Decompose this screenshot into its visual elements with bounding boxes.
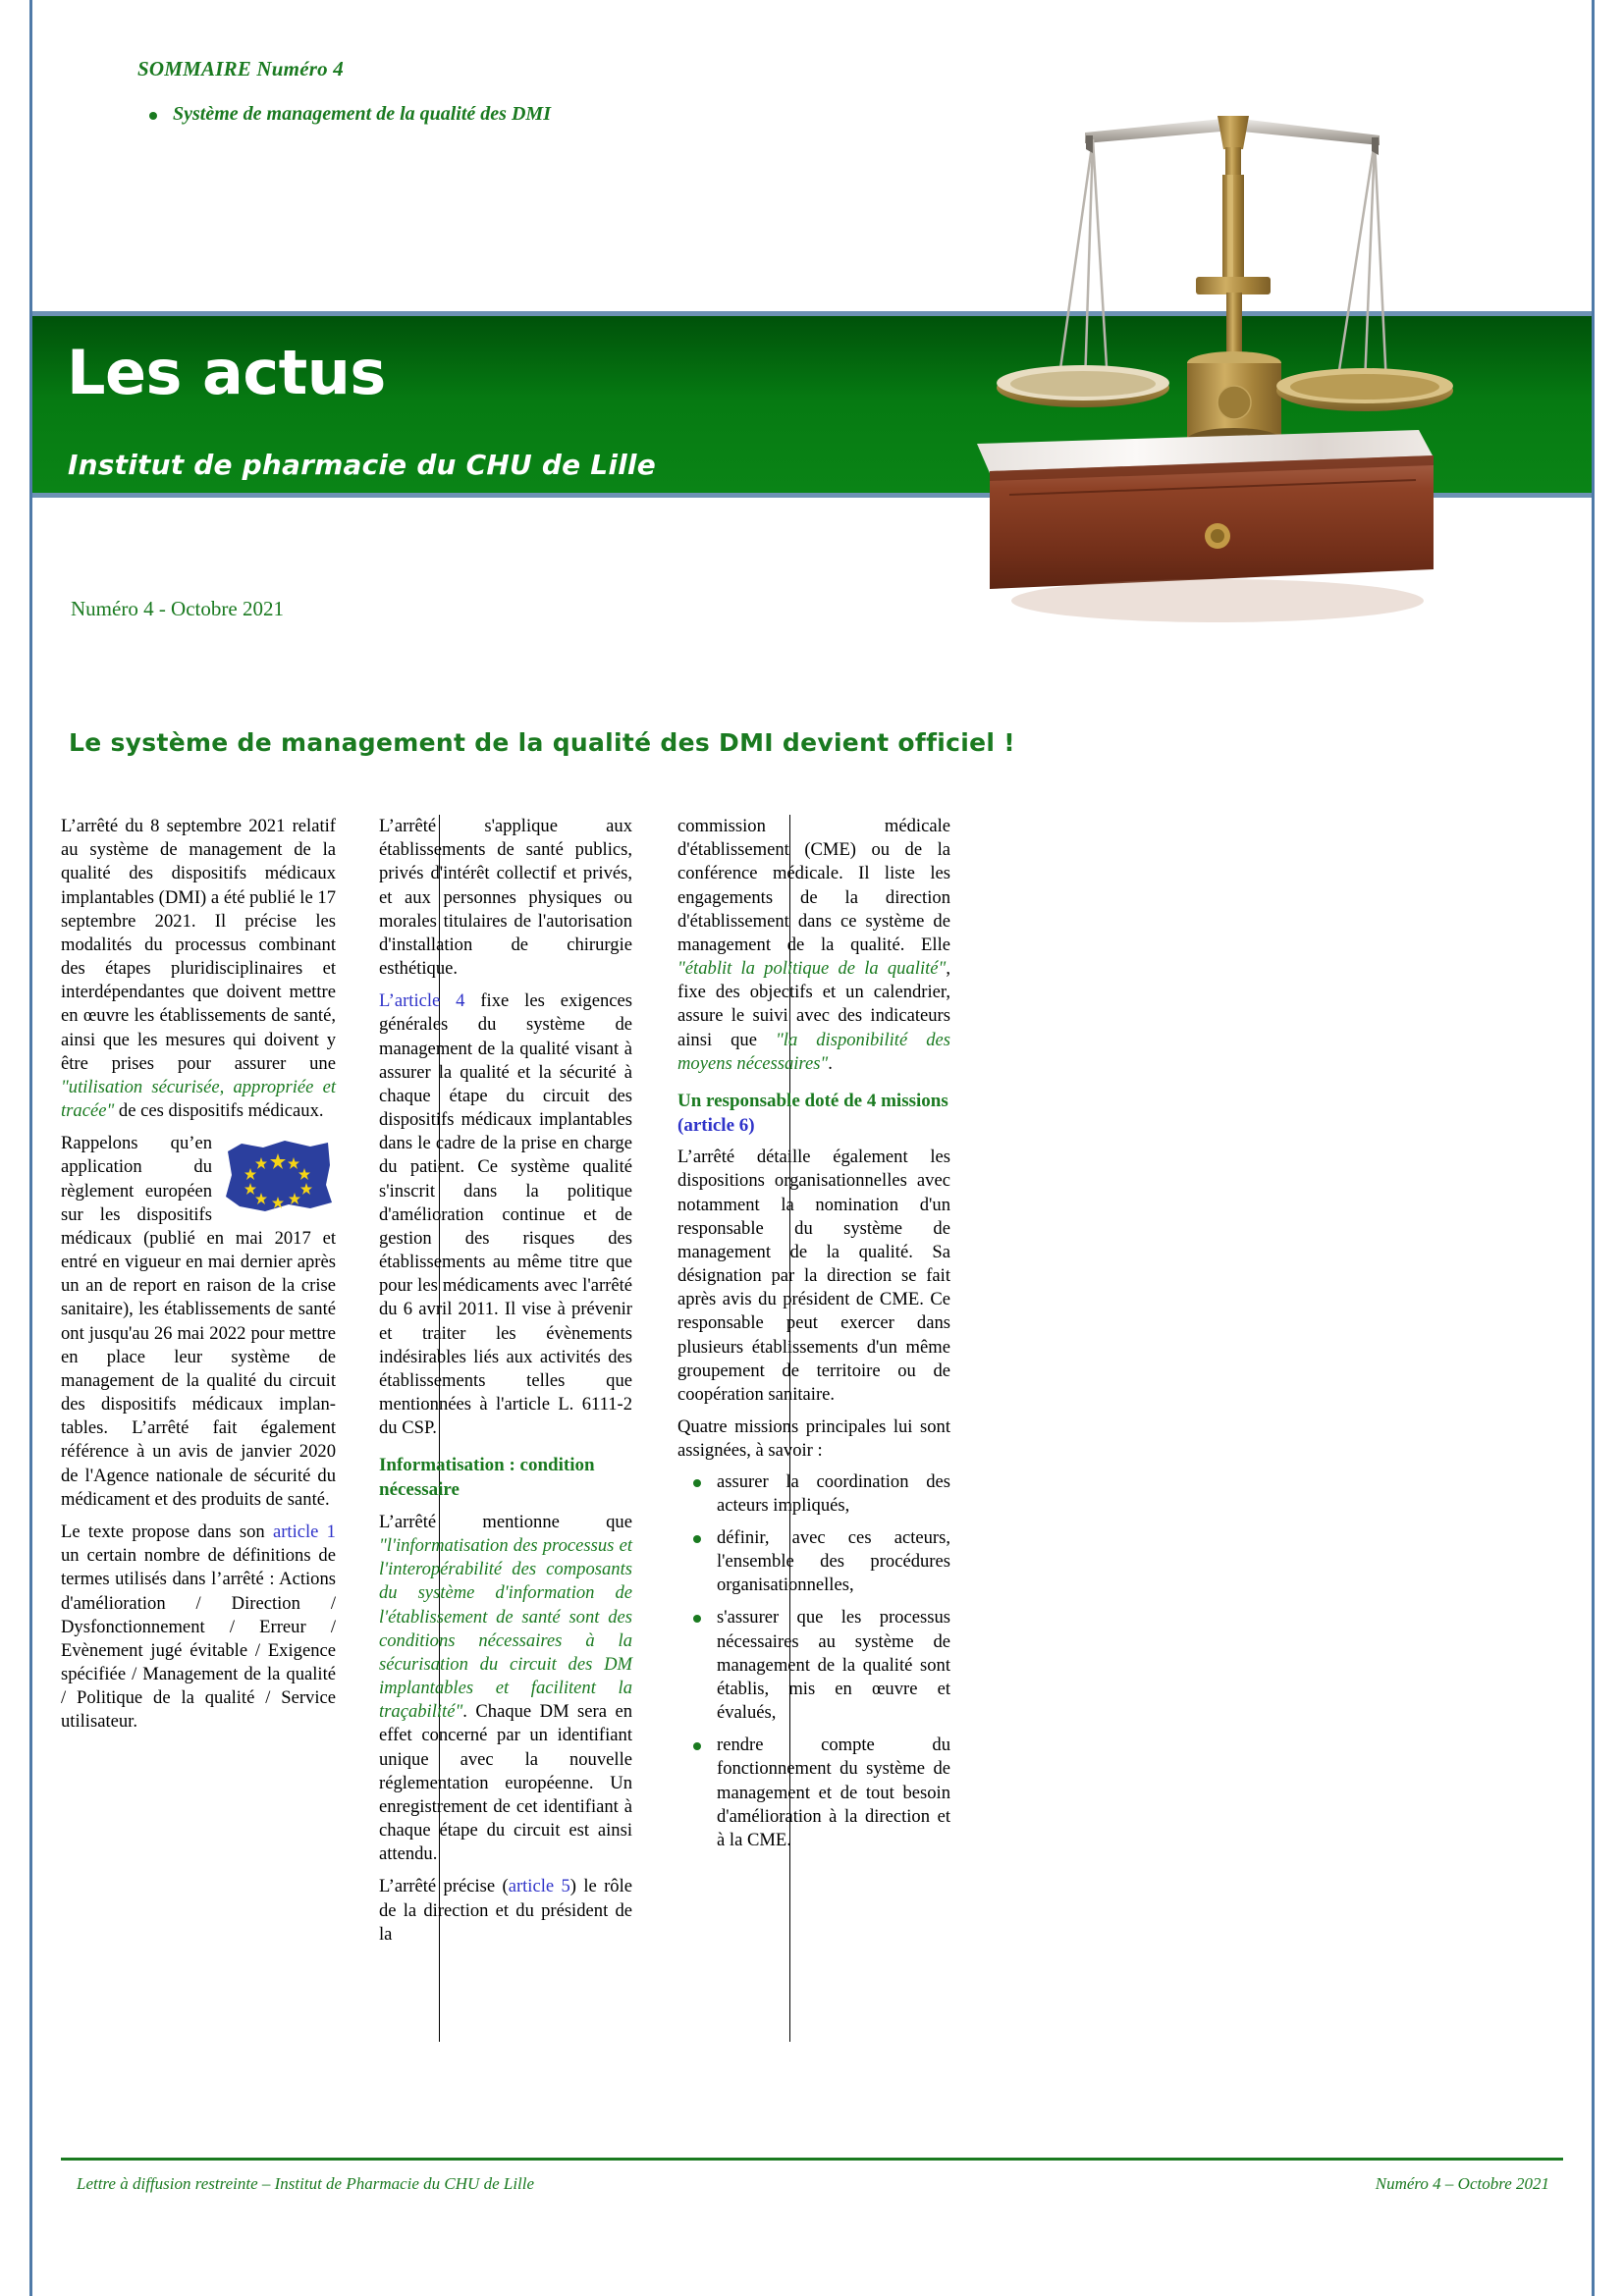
article-headline: Le système de management de la qualité des DMI devient officiel ! <box>69 728 1015 757</box>
european-union-flag-icon <box>220 1136 336 1216</box>
summary-list <box>137 103 825 126</box>
c2-p2-text: fixe les exigences générales du système de management de la qualité visant à assurer la qualité et la sécurité à chaque étape du circuit des dispositifs médicaux implantables dans le cadre de la prise en charge du patient. Ce système qualité s'inscrit dans la politique d'amélioration continue et de gestion des risques des établissements au même titre que pour les médicaments avec l'arrêté du 6 avril 2011. Il vise à prévenir et traiter les évènements indésirables liés aux activités des établissements telles que mentionnées à l'article L. 6111-2 du CSP. <box>379 990 632 1439</box>
c1-p1-text-b: de ces dispositifs médicaux. <box>114 1100 324 1122</box>
footer-right-text: Numéro 4 – Octobre 2021 <box>1375 2174 1549 2193</box>
c1-p1-text-a: L’arrêté du 8 septembre 2021 relatif au système de management de la qualité des dispositifs médicaux implantables (DMI) a été publié le 17 septembre 2021. Il précise les modalités du processus combinant des étapes pluridisciplinaires et interdépendantes que doivent mettre en œuvre les établissements de santé, ainsi que les mesures qui doivent y être prises pour assurer une <box>61 816 336 1074</box>
c2-paragraph-1: L’arrêté s'applique aux établissements de santé publics, privés d'intérêt collectif et privés, et aux personnes physiques ou morales titulaires de l'autorisation d'installation de chirurgie esthétique. <box>379 816 632 980</box>
c3-p1-text-c: . <box>828 1052 833 1074</box>
mission-item: définir, avec ces acteurs, l'ensemble des procédures organisationnelles, <box>717 1526 950 1598</box>
issue-line: Numéro 4 - Octobre 2021 <box>71 597 284 620</box>
c3-paragraph-2: L’arrêté détaille également les dispositions organisationnelles avec notamment la nomination d'un responsable du système de management de la qualité. Sa désignation par la direction se fait après avis du président de CME. Ce responsable peut exercer dans plusieurs établissements d'un même groupement de territoire ou de coopération sanitaire. <box>677 1147 950 1405</box>
c3-p1-quote-2: "la disponibilité des moyens nécessaires" <box>677 1029 950 1074</box>
c3-paragraph-3: Quatre missions principales lui sont assignées, à savoir : <box>677 1416 950 1462</box>
c2-p3-quote: "l'informatisation des processus et l'interopérabilité des composants du système d'information de l'établissement de santé sont des conditions nécessaires à la sécurisation du circuit des DM implantables et facilitent la traçabilité" <box>379 1535 632 1723</box>
c2-p4-text-b: ) le rôle de la direction et du président de la <box>379 1876 632 1945</box>
mission-item: s'assurer que les processus nécessaires au système de management de la qualité sont établis, mis en œuvre et évalués, <box>717 1606 950 1725</box>
c2-p4-text-a: L’arrêté précise ( <box>379 1876 509 1897</box>
mission-item: rendre compte du fonctionnement du système de management et de tout besoin d'amélioration à la direction et à la CME. <box>717 1734 950 1852</box>
article-body <box>61 815 1563 2071</box>
masthead-subtitle: Institut de pharmacie du CHU de Lille <box>68 449 656 481</box>
c1-p3-text-a: Le texte propose dans son <box>61 1521 273 1542</box>
body-column-3 <box>654 815 950 2071</box>
c1-article-1-link[interactable]: article 1 <box>272 1521 336 1542</box>
body-column-2 <box>357 815 654 2071</box>
c3-subheading-responsable <box>677 1090 950 1138</box>
summary-title: SOMMAIRE Numéro 4 <box>137 57 344 80</box>
c1-paragraph-1 <box>61 815 336 1123</box>
c1-p3-text-b: un certain nombre de définitions de termes utilisés dans l’arrêté : Actions d'amélioration / Direction / Dysfonctionnement / Erreur / Evènement jugé évitable / Exigence spécifiée / Management de la qualité / Politique de la qualité / Service utilisateur. <box>61 1545 336 1733</box>
c2-paragraph-2 <box>379 989 632 1440</box>
mission-item: assurer la coordination des acteurs impliqués, <box>717 1470 950 1518</box>
c2-subheading-informatisation: Informatisation : condition nécessaire <box>379 1455 595 1501</box>
page-footer <box>61 2174 1563 2194</box>
c2-article-5-link[interactable]: article 5 <box>508 1876 570 1897</box>
c1-paragraph-2 <box>61 1132 336 1512</box>
c2-paragraph-3 <box>379 1511 632 1867</box>
c2-article-4-link[interactable]: L’article 4 <box>379 990 465 1012</box>
c1-paragraph-3 <box>61 1521 336 1735</box>
masthead-title: Les actus <box>67 337 386 408</box>
scales-of-justice-icon <box>884 59 1453 687</box>
footer-left-text: Lettre à diffusion restreinte – Institut de Pharmacie du CHU de Lille <box>77 2174 535 2193</box>
c1-p2-text: Rappelons qu’en application du règlement européen sur les dispositifs médicaux (publié en mai 2017 et entré en vigueur en mai dernier après un an de report en raison de la crise sanitaire), les établissements de santé ont jusqu'au 26 mai 2022 pour mettre en place leur système de management de la qualité du circuit des dispositifs médicaux implan-tables. L’arrêté fait également référence à un avis de janvier 2020 de l'Agence nationale de sécurité du médicament et des produits de santé. <box>61 1133 336 1510</box>
c3-paragraph-1 <box>677 815 950 1076</box>
c3-article-6-link[interactable]: (article 6) <box>677 1114 755 1136</box>
c1-p1-quote: "utilisation sécurisée, appropriée et tracée" <box>61 1076 336 1122</box>
c3-subheading-text: Un responsable doté de 4 missions <box>677 1090 948 1111</box>
c3-p1-text-a: commission médicale d'établissement (CME) ou de la conférence médicale. Il liste les engagements de la direction d'établissement dans ce système de management de la qualité. Elle <box>677 816 950 955</box>
body-column-1 <box>61 815 357 2071</box>
c2-p3-text-a: L’arrêté mentionne que <box>379 1511 632 1532</box>
footer-divider <box>61 2158 1563 2161</box>
c2-paragraph-4 <box>379 1875 632 1947</box>
c3-p1-quote-1: "établit la politique de la qualité" <box>677 958 947 980</box>
page-right-rule <box>1592 0 1595 2296</box>
missions-list <box>677 1470 950 1853</box>
summary-block <box>137 57 825 126</box>
c3-p1-text-b: , fixe des objectifs et un calendrier, assure le suivi avec des indicateurs ainsi que <box>677 958 950 1050</box>
summary-list-item: Système de management de la qualité des DMI <box>173 103 825 126</box>
c2-p3-text-b: . Chaque DM sera en effet concerné par un identifiant unique avec la nouvelle réglementation européenne. Un enregistrement de cet identifiant à chaque étape du circuit est ainsi attendu. <box>379 1701 632 1865</box>
